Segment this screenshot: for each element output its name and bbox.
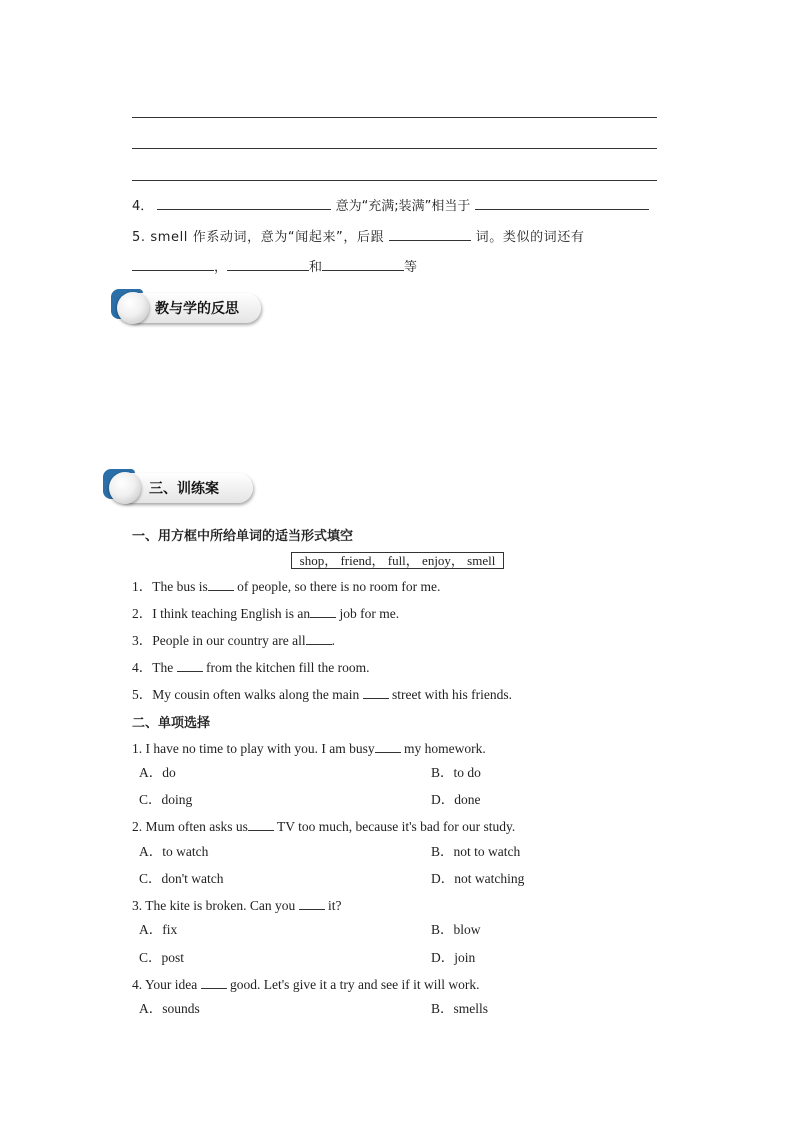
- mc-question-1-option-b[interactable]: B．to do: [431, 765, 481, 780]
- note-item-5-blank-1[interactable]: [389, 227, 471, 241]
- mc-question-2-option-b[interactable]: B．not to watch: [431, 844, 521, 859]
- note-item-5-blank-2[interactable]: [132, 257, 214, 271]
- section-1-heading: 一、用方框中所给单词的适当形式填空: [132, 529, 354, 544]
- mc-question-4-post: good. Let's give it a try and see if it will work.: [226, 977, 480, 992]
- banner-circle-icon: [117, 292, 149, 324]
- fill-item-5-pre: 5．My cousin often walks along the main: [132, 687, 363, 702]
- mc-question-2: [132, 817, 515, 836]
- mc-question-1-option-c[interactable]: C．doing: [139, 792, 193, 807]
- mc-question-3-option-a[interactable]: A．fix: [139, 922, 178, 937]
- note-item-5-line-1: [132, 227, 584, 247]
- training-banner-label: 三、训练案: [149, 481, 219, 497]
- fill-item-2: [132, 604, 399, 623]
- note-item-4-blank-2[interactable]: [475, 196, 649, 210]
- reflection-banner-label: 教与学的反思: [155, 301, 239, 317]
- mc-question-2-option-a[interactable]: A．to watch: [139, 844, 209, 859]
- mc-question-1-option-d[interactable]: D．done: [431, 792, 481, 807]
- note-item-4-text: 意为“充满;装满”相当于: [335, 199, 471, 214]
- note-item-5-blank-3[interactable]: [227, 257, 309, 271]
- mc-question-2-post: TV too much, because it's bad for our study.: [273, 819, 516, 834]
- fill-item-1: [132, 577, 440, 596]
- note-item-5-sep-2: 和: [309, 260, 323, 275]
- fill-item-4-post: from the kitchen fill the room.: [202, 660, 370, 675]
- fill-item-2-post: job for me.: [336, 606, 400, 621]
- mc-question-1-pre: 1. I have no time to play with you. I am busy: [132, 741, 375, 756]
- mc-question-2-option-c[interactable]: C．don't watch: [139, 871, 224, 886]
- reflection-banner: [111, 289, 263, 323]
- note-item-5-sep-1: ，: [214, 260, 228, 275]
- fill-item-3-blank[interactable]: [306, 631, 332, 645]
- mc-question-4-option-a[interactable]: A．sounds: [139, 1001, 200, 1016]
- fill-item-5-blank[interactable]: [363, 685, 389, 699]
- answer-line-1[interactable]: [132, 117, 657, 118]
- fill-item-5: [132, 685, 512, 704]
- note-item-4-blank-1[interactable]: [157, 196, 331, 210]
- fill-item-1-post: of people, so there is no room for me.: [233, 579, 441, 594]
- training-banner: [103, 469, 255, 503]
- mc-question-1: [132, 739, 486, 758]
- mc-question-3-post: it?: [324, 898, 342, 913]
- note-item-4-number: 4．: [132, 199, 154, 214]
- word-box: shop， friend， full， enjoy， smell: [291, 552, 504, 569]
- mc-question-2-option-d[interactable]: D．not watching: [431, 871, 525, 886]
- fill-item-3-pre: 3．People in our country are all: [132, 633, 306, 648]
- fill-item-4: [132, 658, 369, 677]
- note-item-5-line-2: [132, 257, 417, 277]
- mc-question-4-pre: 4. Your idea: [132, 977, 201, 992]
- fill-item-3-post: .: [331, 633, 335, 648]
- fill-item-1-pre: 1．The bus is: [132, 579, 208, 594]
- answer-line-2[interactable]: [132, 148, 657, 149]
- note-item-5-blank-4[interactable]: [322, 257, 404, 271]
- banner-circle-icon: [109, 472, 141, 504]
- mc-question-1-blank[interactable]: [375, 739, 401, 753]
- section-2-heading: 二、单项选择: [132, 716, 211, 731]
- fill-item-2-pre: 2．I think teaching English is an: [132, 606, 311, 621]
- mc-question-1-post: my homework.: [400, 741, 486, 756]
- mc-question-3: [132, 896, 341, 915]
- fill-item-4-pre: 4．The: [132, 660, 177, 675]
- mc-question-3-option-b[interactable]: B．blow: [431, 922, 481, 937]
- note-item-4: [132, 196, 649, 216]
- mc-question-2-pre: 2. Mum often asks us: [132, 819, 248, 834]
- mc-question-4-blank[interactable]: [201, 975, 227, 989]
- mc-question-2-blank[interactable]: [248, 817, 274, 831]
- note-item-5-after: 词。类似的词还有: [475, 230, 585, 245]
- mc-question-1-option-a[interactable]: A．do: [139, 765, 176, 780]
- fill-item-3: [132, 631, 335, 650]
- mc-question-3-option-d[interactable]: D．join: [431, 950, 476, 965]
- fill-item-4-blank[interactable]: [177, 658, 203, 672]
- mc-question-3-pre: 3. The kite is broken. Can you: [132, 898, 299, 913]
- fill-item-1-blank[interactable]: [208, 577, 234, 591]
- mc-question-4-option-b[interactable]: B．smells: [431, 1001, 489, 1016]
- mc-question-4: [132, 975, 480, 994]
- note-item-5-prefix: 5. smell 作系动词，意为“闻起来”，后跟: [132, 230, 385, 245]
- mc-question-3-option-c[interactable]: C．post: [139, 950, 185, 965]
- mc-question-3-blank[interactable]: [299, 896, 325, 910]
- note-item-5-end: 等: [404, 260, 418, 275]
- answer-line-3[interactable]: [132, 180, 657, 181]
- fill-item-2-blank[interactable]: [310, 604, 336, 618]
- fill-item-5-post: street with his friends.: [388, 687, 512, 702]
